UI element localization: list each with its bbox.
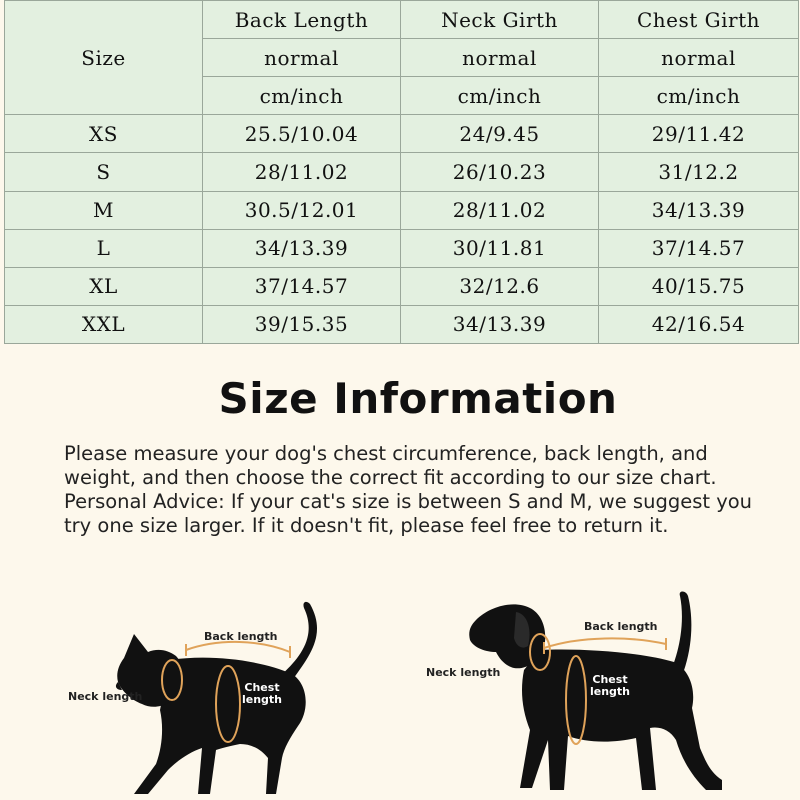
cat-chest-label-line2: length <box>241 693 283 706</box>
size-cell: S <box>5 153 203 191</box>
dog-chest-length-label <box>586 674 634 698</box>
size-cell: XXL <box>5 305 203 343</box>
table-row <box>5 153 799 191</box>
chest-girth-normal: normal <box>599 39 799 77</box>
size-cell: M <box>5 191 203 229</box>
chest-cell: 34/13.39 <box>599 191 799 229</box>
chest-cell: 40/15.75 <box>599 267 799 305</box>
chest-cell: 37/14.57 <box>599 229 799 267</box>
back-length-normal: normal <box>203 39 401 77</box>
cat-chest-length-label <box>238 682 286 706</box>
back-cell: 30.5/12.01 <box>203 191 401 229</box>
neck-girth-unit: cm/inch <box>401 77 599 115</box>
chest-girth-header: Chest Girth <box>599 1 799 39</box>
back-cell: 37/14.57 <box>203 267 401 305</box>
back-cell: 39/15.35 <box>203 305 401 343</box>
back-cell: 25.5/10.04 <box>203 115 401 153</box>
header-row <box>5 1 799 39</box>
chest-cell: 31/12.2 <box>599 153 799 191</box>
table-row <box>5 191 799 229</box>
neck-cell: 28/11.02 <box>401 191 599 229</box>
chest-cell: 42/16.54 <box>599 305 799 343</box>
size-chart <box>4 0 798 344</box>
size-header: Size <box>5 1 203 115</box>
back-cell: 34/13.39 <box>203 229 401 267</box>
dog-chest-label-line2: length <box>589 685 631 698</box>
dog-back-length-label: Back length <box>584 620 658 633</box>
info-title: Size Information <box>218 374 618 423</box>
cat-back-length-label: Back length <box>204 630 278 643</box>
size-cell: XS <box>5 115 203 153</box>
size-information-section <box>0 344 800 800</box>
neck-cell: 32/12.6 <box>401 267 599 305</box>
cat-chest-label-line1: Chest <box>244 681 280 694</box>
cat-neck-length-label: Neck length <box>68 690 143 703</box>
neck-cell: 24/9.45 <box>401 115 599 153</box>
dog-chest-label-line1: Chest <box>592 673 628 686</box>
info-text: Please measure your dog's chest circumference, back length, and weight, and then choose the correct fit according to our size chart. Personal Advice: If your cat's size is between S and M, we suggest you try one size larger. If it doesn't fit, please feel free to return it. <box>64 442 753 537</box>
table-row <box>5 115 799 153</box>
neck-cell: 34/13.39 <box>401 305 599 343</box>
neck-girth-normal: normal <box>401 39 599 77</box>
back-cell: 28/11.02 <box>203 153 401 191</box>
table-row <box>5 267 799 305</box>
table-row <box>5 305 799 343</box>
neck-cell: 26/10.23 <box>401 153 599 191</box>
neck-girth-header: Neck Girth <box>401 1 599 39</box>
table-row <box>5 229 799 267</box>
neck-cell: 30/11.81 <box>401 229 599 267</box>
chest-girth-unit: cm/inch <box>599 77 799 115</box>
back-length-header: Back Length <box>203 1 401 39</box>
size-table <box>4 0 799 344</box>
dog-neck-length-label: Neck length <box>426 666 501 679</box>
chest-cell: 29/11.42 <box>599 115 799 153</box>
size-cell: XL <box>5 267 203 305</box>
back-length-unit: cm/inch <box>203 77 401 115</box>
size-cell: L <box>5 229 203 267</box>
